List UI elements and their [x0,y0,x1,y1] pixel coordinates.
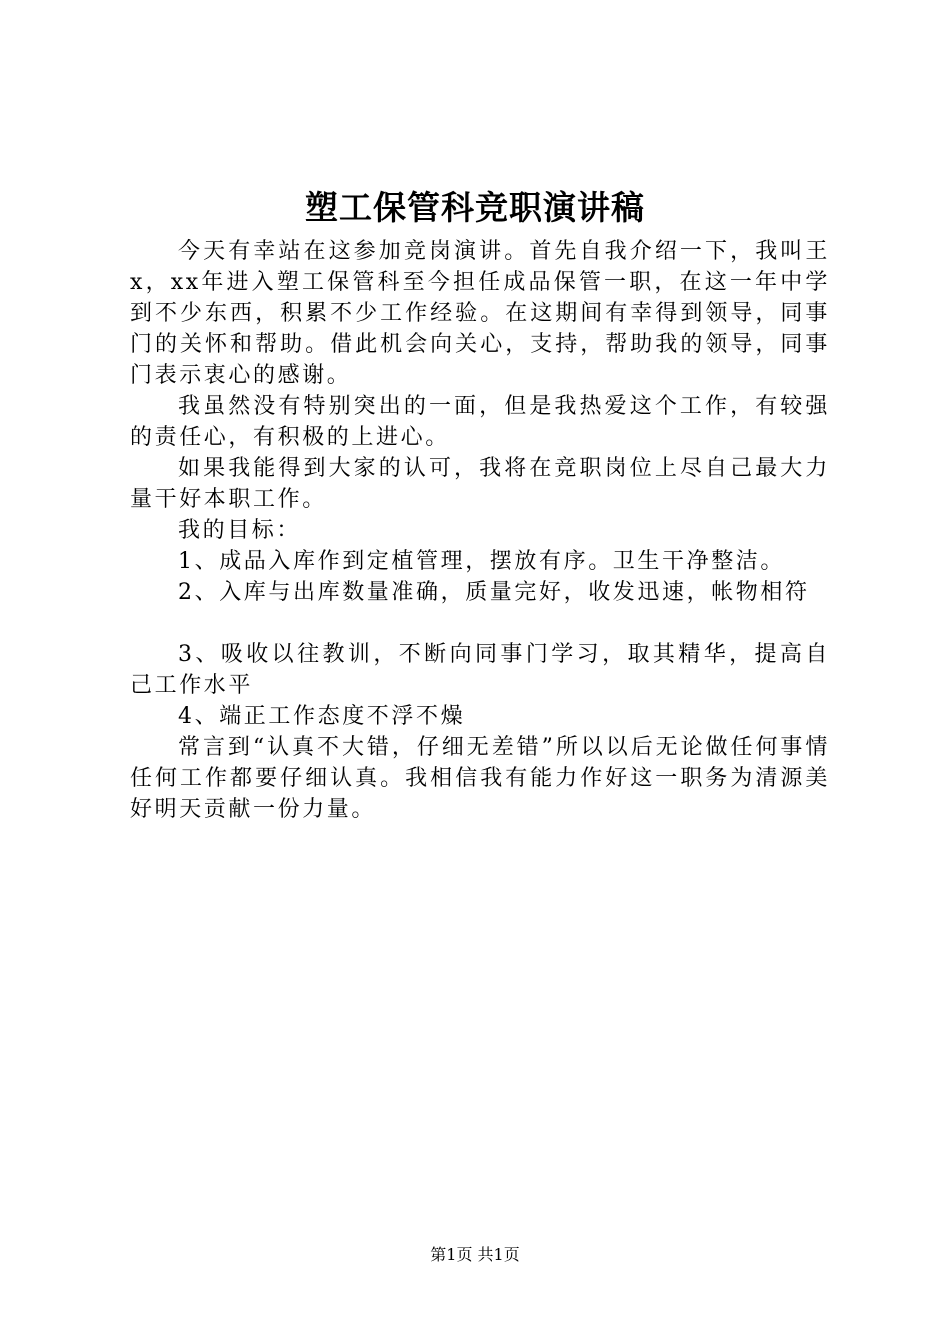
goal-item-1: 1、成品入库作到定植管理，摆放有序。卫生干净整洁。 [178,549,785,574]
document-title: 塑工保管科竞职演讲稿 [305,188,645,227]
paragraph-closing: 常言到“认真不大错，仔细无差错”所以以后无论做任何事情任何工作都要仔细认真。我相信我有能力作好这一职务为清源美好明天贡献一份力量。 [130,735,830,822]
goal-item-3: 3、吸收以往教训，不断向同事门学习，取其精华，提高自己工作水平 [130,642,830,698]
paragraph-commitment: 如果我能得到大家的认可，我将在竞职岗位上尽自己最大力量干好本职工作。 [130,456,830,512]
paragraph-attitude: 我虽然没有特别突出的一面，但是我热爱这个工作，有较强的责任心，有积极的上进心。 [130,394,830,450]
goal-item-2: 2、入库与出库数量准确，质量完好，收发迅速，帐物相符 [178,580,810,605]
paragraph-goals-heading: 我的目标： [178,518,302,543]
paragraph-intro: 今天有幸站在这参加竞岗演讲。首先自我介绍一下，我叫王x，xx年进入塑工保管科至今担任成品保管一职，在这一年中学到不少东西，积累不少工作经验。在这期间有幸得到领导，同事门的关怀和帮助。借此机会向关心，支持，帮助我的领导，同事门表示衷心的感谢。 [130,239,830,388]
goal-item-4: 4、端正工作态度不浮不燥 [178,704,466,729]
page-footer: 第1页 共1页 [430,1245,520,1264]
blank-line [130,608,830,639]
document-body [130,236,830,825]
